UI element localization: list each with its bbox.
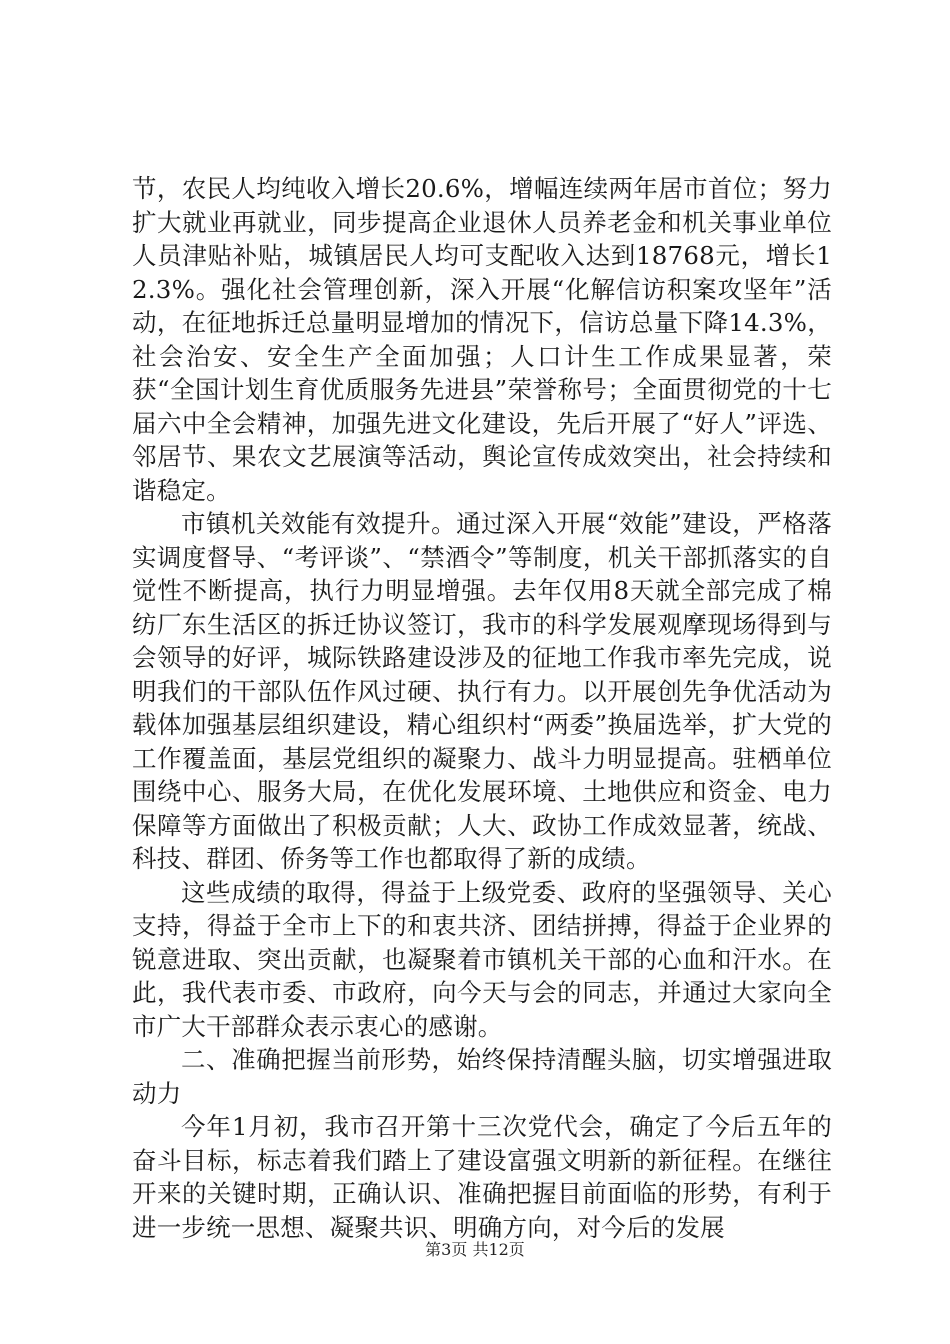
section-heading: 二、准确把握当前形势，始终保持清醒头脑，切实增强进取动力: [132, 1045, 832, 1108]
paragraph-thanks: 这些成绩的取得，得益于上级党委、政府的坚强领导、关心支持，得益于全市上下的和衷共济、团结拼搏，得益于企业界的锐意进取、突出贡献，也凝聚着市镇机关干部的心血和汗水。在此，我代表市委、市政府，向今天与会的同志，并通过大家向全市广大干部群众表示衷心的感谢。: [132, 877, 832, 1041]
page-number-footer: 第3页 共12页: [425, 1240, 525, 1259]
paragraph-situation: 今年1月初，我市召开第十三次党代会，确定了今后五年的奋斗目标，标志着我们踏上了建设富强文明新的新征程。在继往开来的关键时期，正确认识、准确把握目前面临的形势，有利于进一步统一思想、凝聚共识、明确方向，对今后的发展: [132, 1112, 832, 1242]
paragraph-continuation: 节，农民人均纯收入增长20.6%，增幅连续两年居市首位；努力扩大就业再就业，同步提高企业退休人员养老金和机关事业单位人员津贴补贴，城镇居民人均可支配收入达到18768元，增长12.3%。强化社会管理创新，深入开展“化解信访积案攻坚年”活动，在征地拆迁总量明显增加的情况下，信访总量下降14.3%，社会治安、安全生产全面加强；人口计生工作成果显著，荣获“全国计划生育优质服务先进县”荣誉称号；全面贯彻党的十七届六中全会精神，加强先进文化建设，先后开展了“好人”评选、邻居节、果农文艺展演等活动，舆论宣传成效突出，社会持续和谐稳定。: [132, 174, 832, 505]
document-body: [132, 172, 832, 1244]
paragraph-efficiency: 市镇机关效能有效提升。通过深入开展“效能”建设，严格落实调度督导、“考评谈”、“禁酒令”等制度，机关干部抓落实的自觉性不断提高，执行力明显增强。去年仅用8天就全部完成了棉纺厂东生活区的拆迁协议签订，我市的科学发展观摩现场得到与会领导的好评，城际铁路建设涉及的征地工作我市率先完成，说明我们的干部队伍作风过硬、执行有力。以开展创先争优活动为载体加强基层组织建设，精心组织村“两委”换届选举，扩大党的工作覆盖面，基层党组织的凝聚力、战斗力明显提高。驻栖单位围绕中心、服务大局，在优化发展环境、土地供应和资金、电力保障等方面做出了积极贡献；人大、政协工作成效显著，统战、科技、群团、侨务等工作也都取得了新的成绩。: [132, 509, 832, 873]
